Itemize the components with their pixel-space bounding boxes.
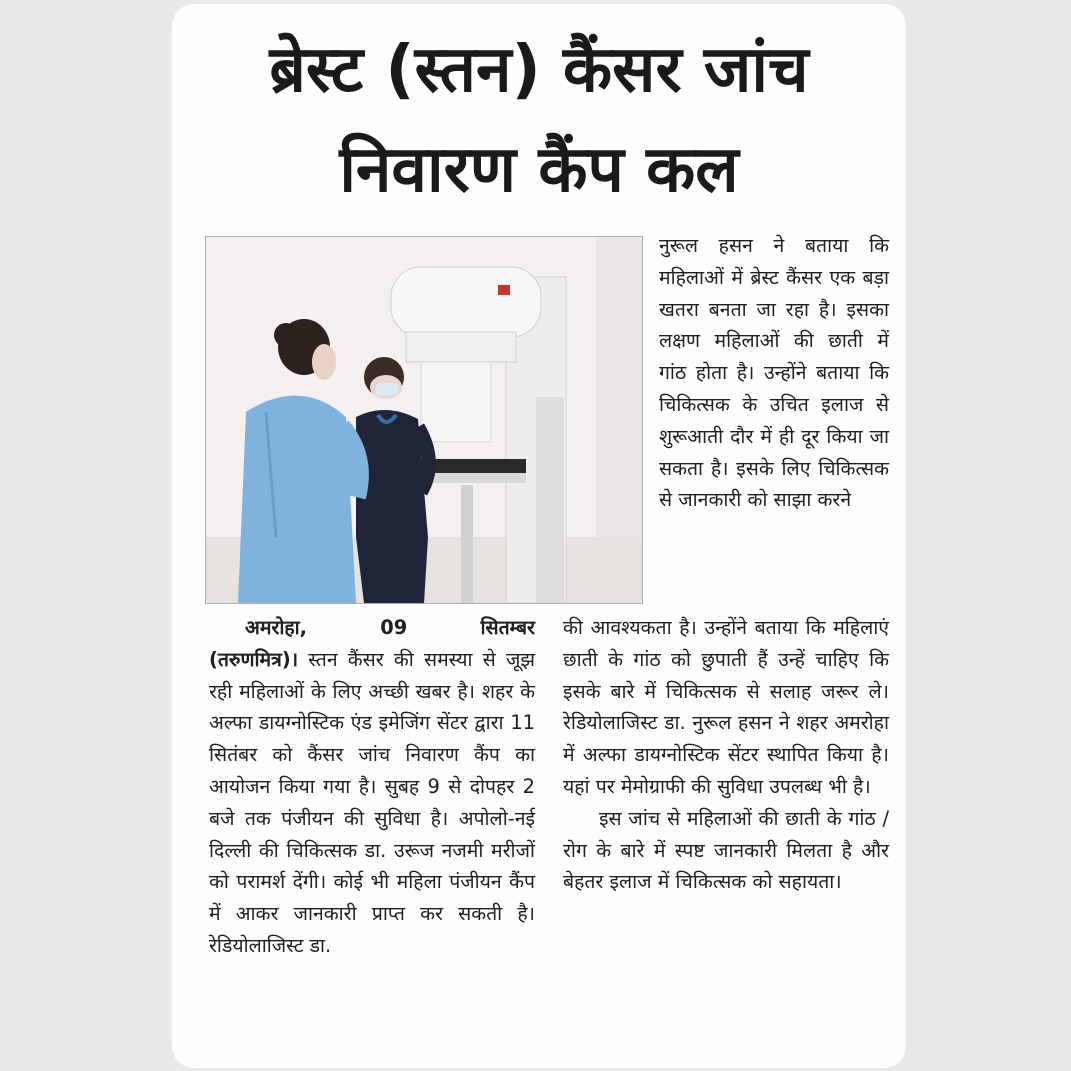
article-column-right-bottom: [563, 612, 889, 898]
dateline-day: 09: [380, 616, 408, 639]
dateline-place: अमरोहा,: [245, 616, 308, 639]
headline-line-1: ब्रेस्ट (स्तन) कैंसर जांच: [269, 33, 809, 107]
dateline: [209, 612, 535, 644]
article-column-left: [209, 612, 535, 962]
dateline-month: सितम्बर: [480, 616, 535, 639]
article-column-right-top: [659, 230, 889, 516]
dateline-source: (तरुणमित्र)।: [209, 647, 299, 671]
article-text-left: स्तन कैंसर की समस्या से जूझ रही महिलाओं के लिए अच्छी खबर है। शहर के अल्फा डायग्नोस्टिक एंड इमेजिंग सेंटर द्वारा 11 सितंबर को कैंसर जांच निवारण कैंप का आयोजन किया गया है। सुबह 9 से दोपहर 2 बजे तक पंजीयन की सुविधा है। अपोलो-नई दिल्ली की चिकित्सक डा. उरूज नजमी मरीजों को परामर्श देंगी। कोई भी महिला पंजीयन कैंप में आकर जानकारी प्राप्त कर सकती है। रेडियोलाजिस्ट डा.: [209, 647, 535, 957]
article-paragraph-1: की आवश्यकता है। उन्होंने बताया कि महिलाएं छाती के गांठ को छुपाती हैं उन्हें चाहिए कि इसके बारे में चिकित्सक से सलाह जरूर ले। रेडियोलाजिस्ट डा. नुरूल हसन ने शहर अमरोहा में अल्फा डायग्नोस्टिक सेंटर स्थापित किया है। यहां पर मेमोग्राफी की सुविधा उपलब्ध भी है।: [563, 616, 889, 798]
news-photo: [205, 236, 643, 604]
mammography-illustration: [206, 237, 642, 603]
newspaper-clipping: [172, 4, 906, 1068]
headline-line-2: निवारण कैंप कल: [339, 133, 739, 207]
article-paragraph-2: इस जांच से महिलाओं की छाती के गांठ / रोग के बारे में स्पष्ट जानकारी मिलता है और बेहतर इलाज में चिकित्सक को सहायता।: [563, 806, 889, 894]
article-text-right-top: नुरूल हसन ने बताया कि महिलाओं में ब्रेस्ट कैंसर एक बड़ा खतरा बनता जा रहा है। इसका लक्षण महिलाओं की छाती में गांठ होता है। उन्होंने बताया कि चिकित्सक के उचित इलाज से शुरूआती दौर में ही दूर किया जा सकता है। इसके लिए चिकित्सक से जानकारी को साझा करने: [659, 234, 889, 512]
